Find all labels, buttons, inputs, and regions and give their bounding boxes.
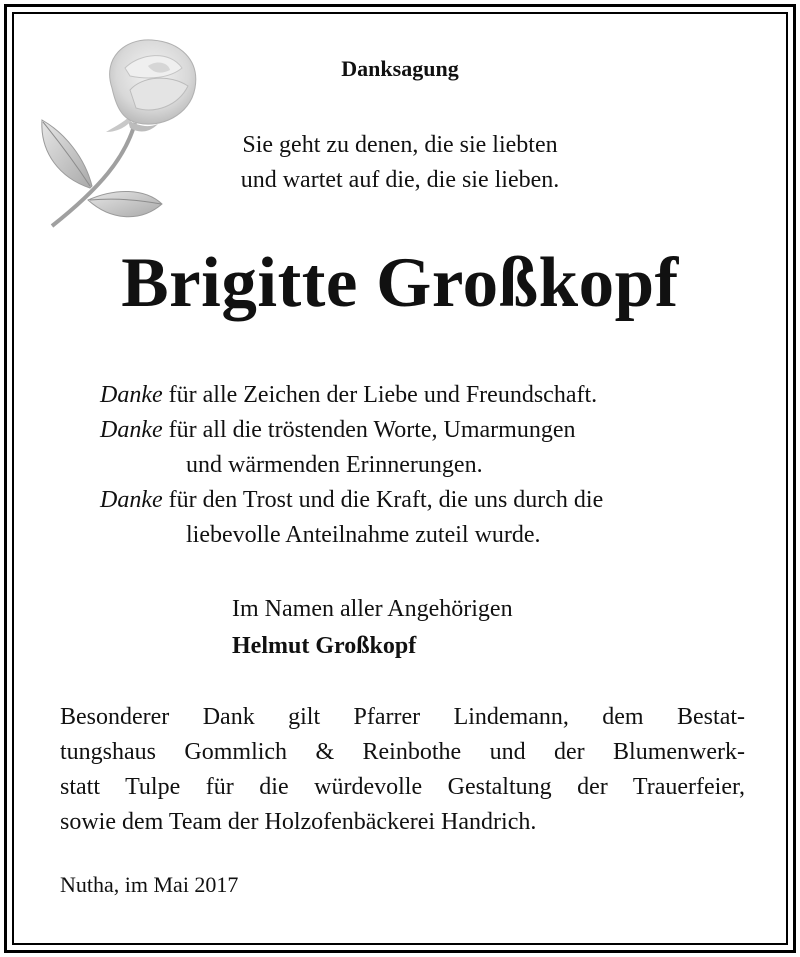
signature-intro: Im Namen aller Angehörigen [232,596,513,622]
quote-line: Sie geht zu denen, die sie liebten [242,132,558,158]
thanks-line [100,413,740,448]
special-thanks-line: tungshaus Gommlich & Reinbothe und der Blumenwerk- [60,739,745,765]
special-thanks-line: statt Tulpe für die würdevolle Gestaltung der Trauerfeier, [60,774,745,800]
thanks-lead: Danke [100,487,163,513]
thanks-lead: Danke [100,382,163,408]
place-date: Nutha, im Mai 2017 [60,872,239,897]
thanks-line [100,378,740,413]
thanks-text: und wärmenden Erinnerungen. [186,452,483,478]
quote-line: und wartet auf die, die sie lieben. [240,167,560,193]
special-thanks [60,700,745,840]
special-thanks-line: Besonderer Dank gilt Pfarrer Lindemann, dem Bestat- [60,704,745,730]
thanks-line [100,448,740,483]
heading: Danksagung [341,56,459,81]
deceased-name: Brigitte Großkopf [121,244,679,322]
thanks-block [100,378,740,553]
thanks-text: liebevolle Anteilnahme zuteil wurde. [186,522,541,548]
special-thanks-line: sowie dem Team der Holzofenbäckerei Handrich. [60,809,537,835]
quote [0,128,800,198]
thanks-text: für alle Zeichen der Liebe und Freundschaft. [162,382,598,408]
thanks-text: für den Trost und die Kraft, die uns durch die [162,487,604,513]
thanks-text: für all die tröstenden Worte, Umarmungen [162,417,576,443]
thanks-lead: Danke [100,417,163,443]
thanks-line [100,518,740,553]
signature-block [232,591,513,665]
thanks-line [100,483,740,518]
signer-name: Helmut Großkopf [232,633,417,659]
